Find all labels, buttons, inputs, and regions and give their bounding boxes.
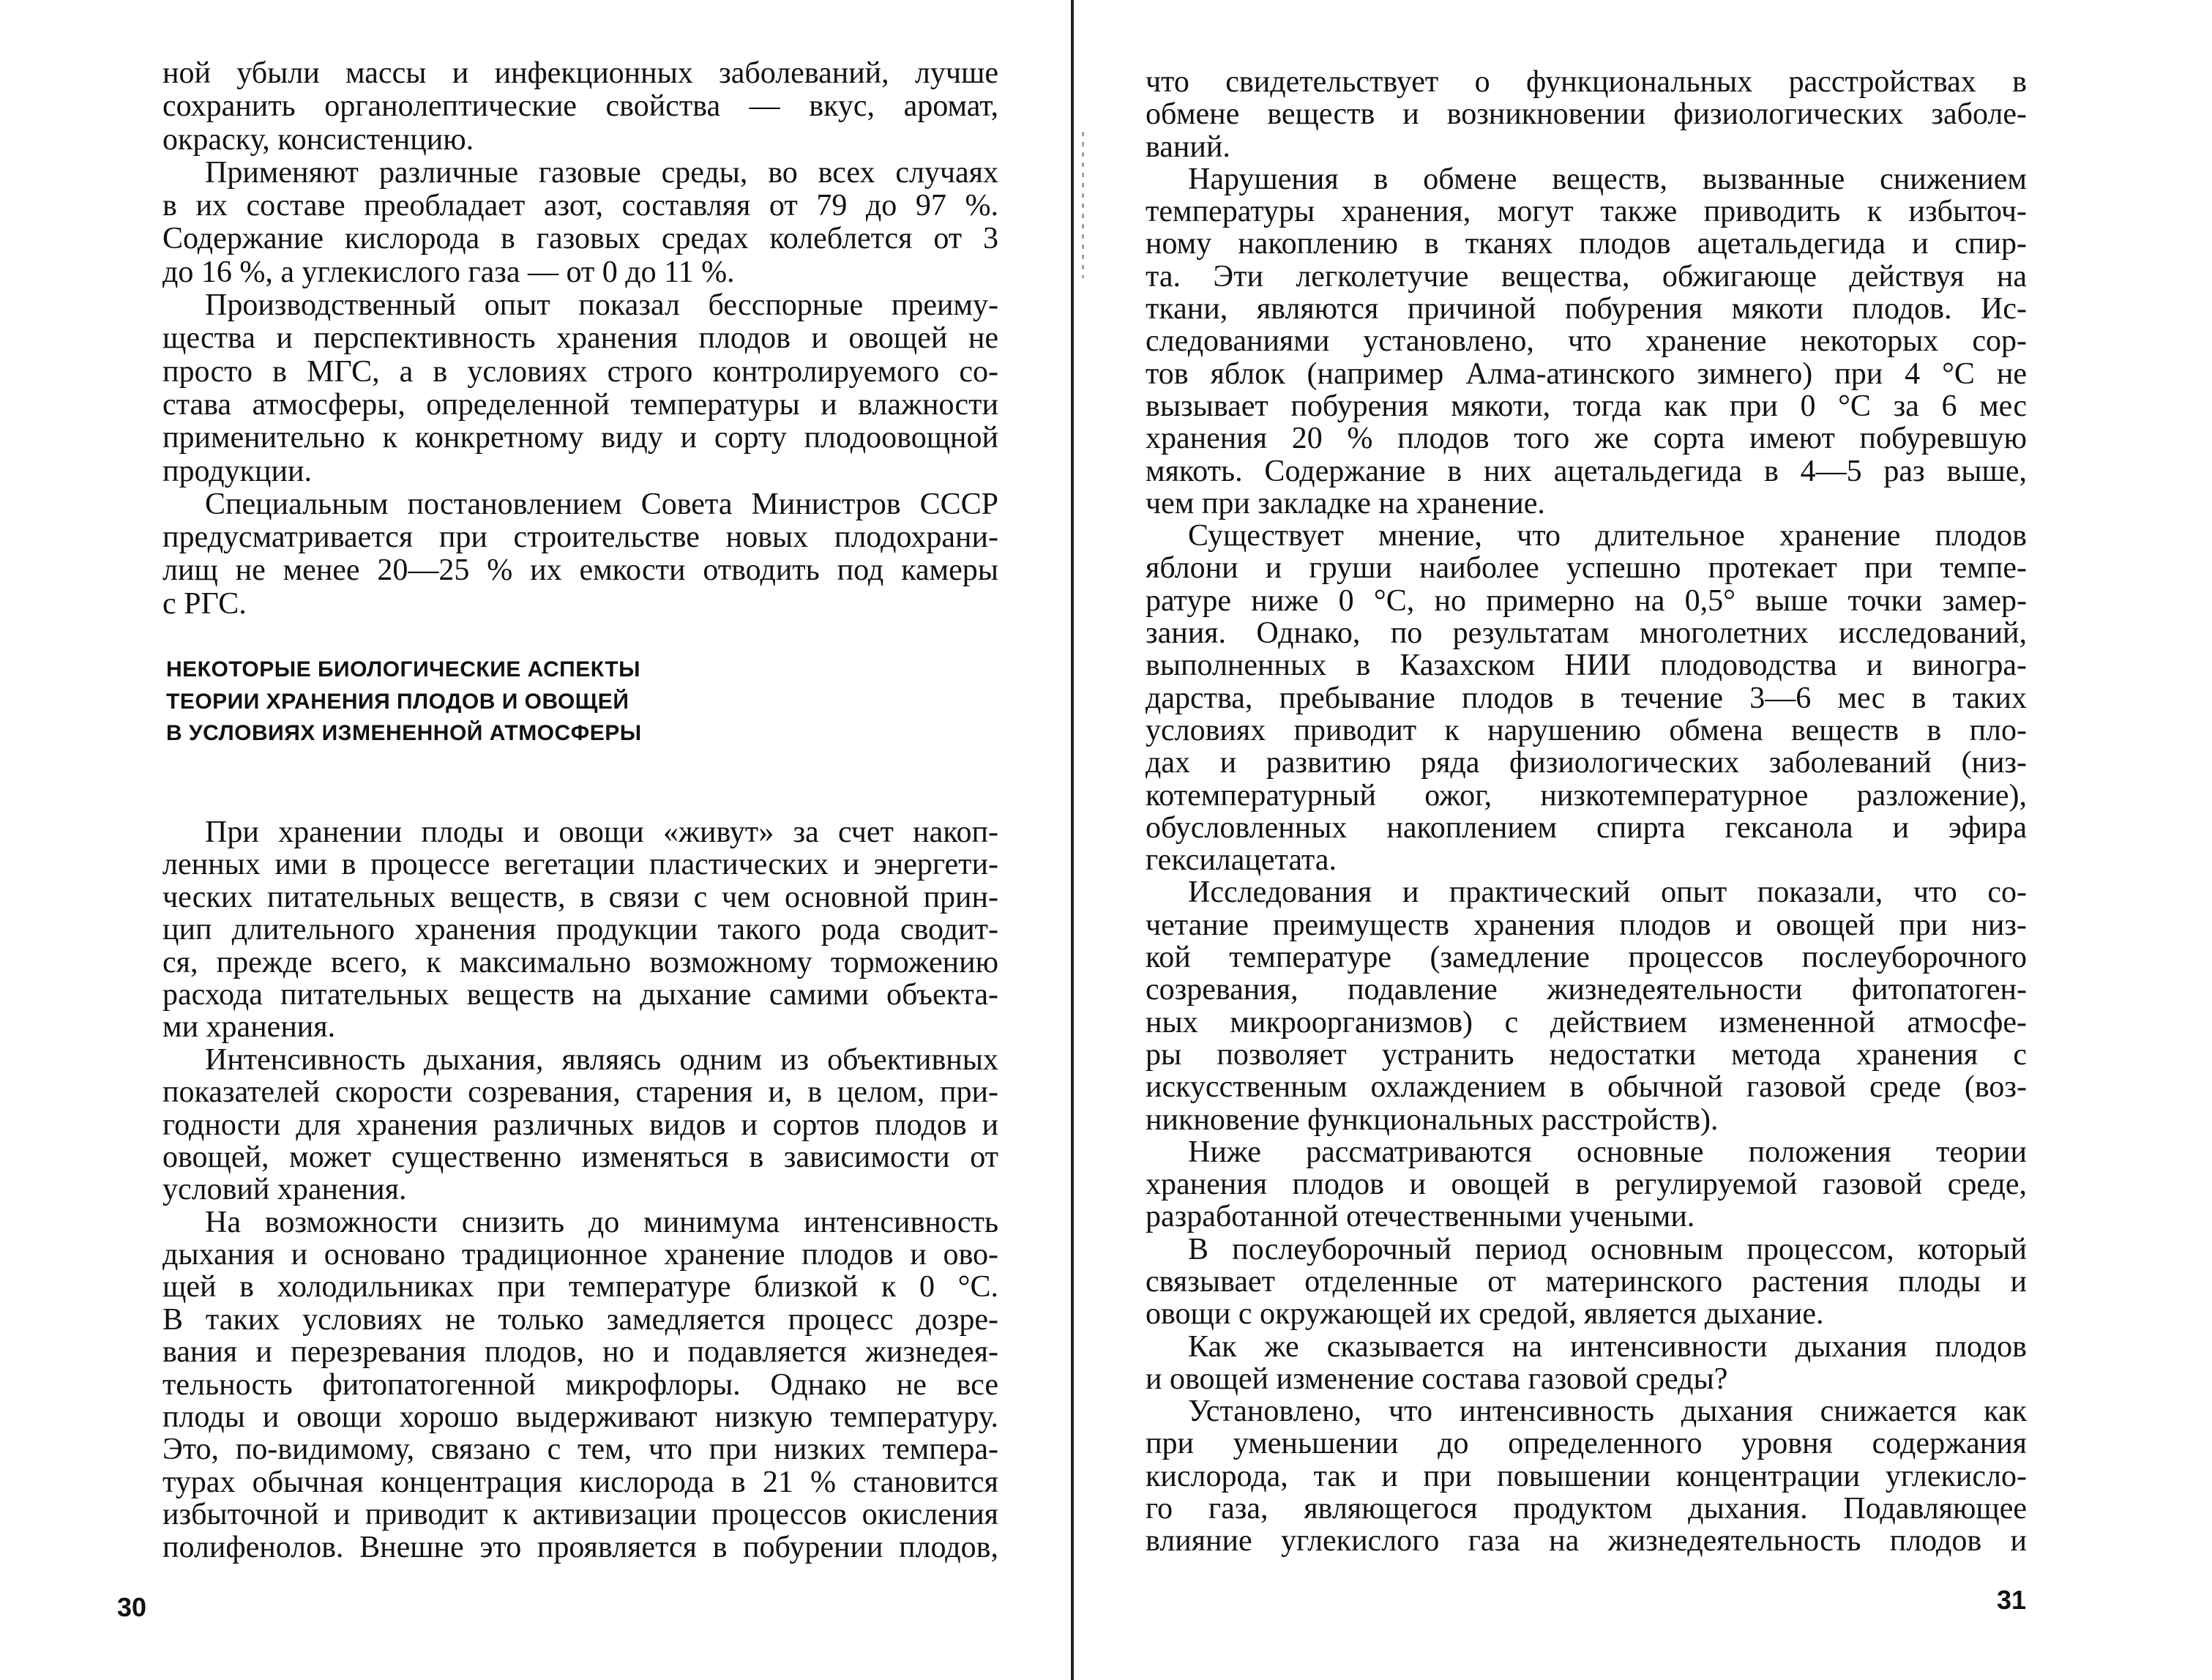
paragraph <box>162 57 998 157</box>
paragraph <box>162 1206 998 1564</box>
text-line: цип длительного хранения продукции такого рода сводит- <box>162 913 998 947</box>
text-line: что свидетельствует о функциональных расстройствах в <box>1146 65 2027 99</box>
text-line: обусловленных накоплением спирта гексанола и эфира <box>1146 810 2027 845</box>
text-line: става атмосферы, определенной температуры и влажности <box>162 387 998 422</box>
text-line: тов яблок (например Алма-атинского зимнего) при 4 °С не <box>1146 356 2027 391</box>
paragraph <box>1146 876 2027 1135</box>
text-line: годности для хранения различных видов и сортов плодов и <box>162 1108 998 1142</box>
text-line: плоды и овощи хорошо выдерживают низкую температуру. <box>162 1400 998 1435</box>
text-line: и овощей изменение состава газовой среды? <box>1146 1362 1728 1396</box>
paragraph <box>162 488 998 621</box>
text-line: ры позволяет устранить недостатки метода хранения с <box>1146 1037 2027 1072</box>
text-line: Применяют различные газовые среды, во всех случаях <box>205 155 998 190</box>
text-line: Содержание кислорода в газовых средах колеблется от 3 <box>162 222 998 256</box>
paragraph <box>162 157 998 289</box>
text-line: хранения 20 % плодов того же сорта имеют побуревшую <box>1146 422 2027 456</box>
text-line: котемпературный ожог, низкотемпературное разложение), <box>1146 778 2027 813</box>
left-page-text-bottom <box>162 816 998 1564</box>
text-line: с РГС. <box>162 586 247 621</box>
paragraph <box>1146 1233 2027 1331</box>
paragraph <box>1146 163 2027 520</box>
text-line: обмене веществ и возникновении физиологических заболе- <box>1146 97 2027 132</box>
text-line: щей в холодильниках при температуре близкой к 0 °С. <box>162 1270 998 1304</box>
text-line: На возможности снизить до минимума интенсивность <box>205 1205 998 1239</box>
text-line: просто в МГС, а в условиях строго контролируемого со- <box>162 354 998 389</box>
text-line: до 16 %, а углекислого газа — от 0 до 11 %. <box>162 255 735 289</box>
text-line: дыхания и основано традиционное хранение плодов и ово- <box>162 1238 998 1272</box>
text-line: та. Эти легколетучие вещества, обжигающе действуя на <box>1146 259 2027 294</box>
text-line: Интенсивность дыхания, являясь одним из объективных <box>205 1042 998 1077</box>
page-number-right: 31 <box>1997 1585 2027 1615</box>
left-page-text-top <box>162 57 998 621</box>
text-line: влияние углекислого газа на жизнедеятельность плодов и <box>1146 1524 2027 1558</box>
text-line: следованиями установлено, что хранение некоторых сор- <box>1146 324 2027 359</box>
text-line: Исследования и практический опыт показали, что со- <box>1188 876 2027 910</box>
text-line: яблони и груши наиболее успешно протекает при темпе- <box>1146 551 2027 586</box>
text-line: мякоть. Содержание в них ацетальдегида в 4—5 раз выше, <box>1146 454 2027 488</box>
page-number-left: 30 <box>117 1592 147 1622</box>
text-line: связывает отделенные от материнского растения плоды и <box>1146 1264 2027 1299</box>
heading-line: НЕКОТОРЫЕ БИОЛОГИЧЕСКИЕ АСПЕКТЫ <box>166 657 641 682</box>
text-line: условий хранения. <box>162 1173 407 1207</box>
text-line: В таких условиях не только замедляется процесс дозре- <box>162 1302 998 1337</box>
text-line: зания. Однако, по результатам многолетних исследований, <box>1146 616 2027 651</box>
text-line: Как же сказывается на интенсивности дыхания плодов <box>1188 1329 2027 1364</box>
text-line: сохранить органолептические свойства — вкус, аромат, <box>162 89 998 124</box>
text-line: ной убыли массы и инфекционных заболеваний, лучше <box>162 56 998 90</box>
text-line: ных микроорганизмов) с действием измененной атмосфе- <box>1146 1005 2027 1039</box>
text-line: Специальным постановлением Совета Министров СССР <box>205 487 998 521</box>
text-line: Производственный опыт показал бесспорные преиму- <box>205 288 998 323</box>
text-line: гексилацетата. <box>1146 843 1337 878</box>
text-line: ратуре ниже 0 °С, но примерно на 0,5° выше точки замер- <box>1146 583 2027 618</box>
text-line: созревания, подавление жизнедеятельности фитопатоген- <box>1146 973 2027 1007</box>
paragraph <box>162 289 998 488</box>
text-line: продукции. <box>162 454 312 488</box>
text-line: никновение функциональных расстройств). <box>1146 1102 1719 1137</box>
text-line: ному накоплению в тканях плодов ацетальдегида и спир- <box>1146 227 2027 261</box>
text-line: применительно к конкретному виду и сорту плодоовощной <box>162 421 998 455</box>
text-line: Ниже рассматриваются основные положения теории <box>1188 1135 2027 1169</box>
text-line: четание преимуществ хранения плодов и овощей при низ- <box>1146 908 2027 942</box>
text-line: кислорода, так и при повышении концентрации углекисло- <box>1146 1459 2027 1493</box>
scan-artifact <box>1082 132 1084 278</box>
text-line: Нарушения в обмене веществ, вызванные снижением <box>1188 162 2027 196</box>
text-line: условиях приводит к нарушению обмена веществ в пло- <box>1146 713 2027 747</box>
text-line: чем при закладке на хранение. <box>1146 486 1545 520</box>
text-line: вызывает побурения мякоти, тогда как при 0 °С за 6 мес <box>1146 389 2027 423</box>
text-line: дарства, пребывание плодов в течение 3—6 мес в таких <box>1146 681 2027 715</box>
text-line: в их составе преобладает азот, составляя от 79 до 97 %. <box>162 189 998 223</box>
text-line: овощи с окружающей их средой, является дыхание. <box>1146 1297 1824 1332</box>
section-heading <box>166 654 642 750</box>
text-line: дах и развитию ряда физиологических заболеваний (низ- <box>1146 746 2027 780</box>
text-line: полифенолов. Внешне это проявляется в побурении плодов, <box>162 1530 998 1564</box>
paragraph <box>1146 1331 2027 1396</box>
paragraph <box>1146 1395 2027 1557</box>
text-line: ленных ими в процессе вегетации пластических и энергети- <box>162 848 998 882</box>
text-line: разработанной отечественными учеными. <box>1146 1200 1695 1234</box>
text-line: турах обычная концентрация кислорода в 21 % становится <box>162 1465 998 1499</box>
text-line: показателей скорости созревания, старения и, в целом, при- <box>162 1075 998 1110</box>
text-line: предусматривается при строительстве новых плодохрани- <box>162 520 998 555</box>
paragraph <box>162 1044 998 1206</box>
text-line: овощей, может существенно изменяться в зависимости от <box>162 1140 998 1174</box>
text-line: тельность фитопатогенной микрофлоры. Однако не все <box>162 1367 998 1402</box>
heading-line: В УСЛОВИЯХ ИЗМЕНЕННОЙ АТМОСФЕРЫ <box>166 721 642 745</box>
text-line: При хранении плоды и овощи «живут» за счет накоп- <box>205 815 998 849</box>
text-line: ми хранения. <box>162 1010 336 1045</box>
paragraph <box>1146 1136 2027 1233</box>
text-line: искусственным охлаждением в обычной газовой среде (воз- <box>1146 1070 2027 1105</box>
text-line: выполненных в Казахском НИИ плодоводства и виногра- <box>1146 649 2027 683</box>
text-line: В послеуборочный период основным процессом, который <box>1188 1232 2027 1266</box>
text-line: го газа, являющегося продуктом дыхания. Подавляющее <box>1146 1492 2027 1526</box>
paragraph <box>162 816 998 1044</box>
text-line: ваний. <box>1146 130 1230 164</box>
book-spine-divider <box>1071 0 1074 1680</box>
text-line: Установлено, что интенсивность дыхания снижается как <box>1188 1395 2027 1429</box>
text-line: вания и перезревания плодов, но и подавляется жизнедея- <box>162 1335 998 1370</box>
text-line: Это, по-видимому, связано с тем, что при низких темпера- <box>162 1433 998 1467</box>
text-line: при уменьшении до определенного уровня содержания <box>1146 1427 2027 1461</box>
text-line: избыточной и приводит к активизации процессов окисления <box>162 1498 998 1532</box>
text-line: ся, прежде всего, к максимально возможному торможению <box>162 945 998 979</box>
text-line: ческих питательных веществ, в связи с чем основной прин- <box>162 880 998 914</box>
text-line: щества и перспективность хранения плодов и овощей не <box>162 321 998 356</box>
text-line: Существует мнение, что длительное хранение плодов <box>1188 519 2027 553</box>
text-line: ткани, являются причиной побурения мякоти плодов. Ис- <box>1146 292 2027 326</box>
text-line: хранения плодов и овощей в регулируемой газовой среде, <box>1146 1168 2027 1202</box>
text-line: лищ не менее 20—25 % их емкости отводить под камеры <box>162 553 998 588</box>
text-line: расхода питательных веществ на дыхание самими объекта- <box>162 977 998 1012</box>
text-line: температуры хранения, могут также приводить к избыточ- <box>1146 195 2027 229</box>
right-page-text <box>1146 66 2027 1558</box>
text-line: кой температуре (замедление процессов послеуборочного <box>1146 941 2027 975</box>
paragraph <box>1146 520 2027 876</box>
paragraph <box>1146 66 2027 163</box>
heading-line: ТЕОРИИ ХРАНЕНИЯ ПЛОДОВ И ОВОЩЕЙ <box>166 689 629 714</box>
text-line: окраску, консистенцию. <box>162 122 474 157</box>
